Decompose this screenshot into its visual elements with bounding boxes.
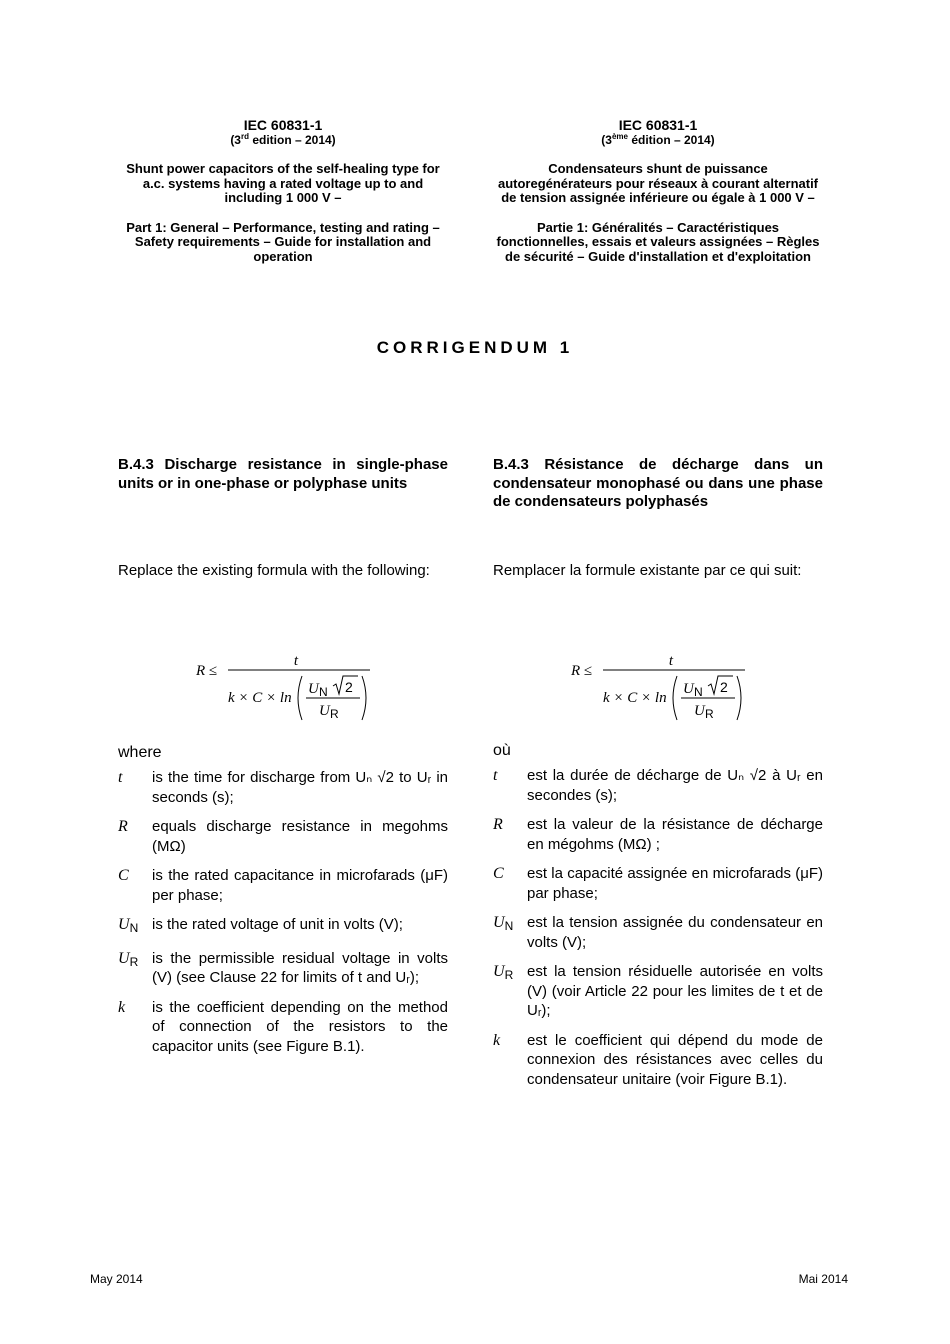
- left-where-label: where: [118, 744, 162, 761]
- right-definitions: [493, 766, 823, 1099]
- definition-item: $U_R$ is the permissible residual voltage in volts (V) (see Clause 22 for limits of t and Uᵣ);: [118, 949, 448, 986]
- left-instruction: Replace the existing formula with the following:: [118, 562, 430, 579]
- definition-item: $U_N$ is the rated voltage of unit in volts (V);: [118, 915, 448, 939]
- definition-symbol: k: [118, 998, 126, 1016]
- formula-right-paren: [362, 676, 366, 720]
- definition-symbol: t: [118, 769, 123, 786]
- formula-un-sub: N: [319, 685, 328, 699]
- formula-un-sub: N: [694, 685, 703, 699]
- definition-text: est la valeur de la résistance de décharge en mégohms (MΩ) ;: [527, 816, 823, 853]
- left-standard-number: IEC 60831-1: [243, 117, 323, 133]
- definition-text: is the coefficient depending on the method of connection of the resistors to the capacitor units (see Figure B.1).: [152, 998, 448, 1055]
- left-header: [118, 117, 448, 264]
- right-standard-title: Condensateurs shunt de puissance autoregénérateurs pour réseaux à courant alternatif de tension assignée inférieure ou égale à 1 000 V –: [497, 161, 819, 205]
- definition-text: is the time for discharge from Uₙ √2 to Uᵣ in seconds (s);: [152, 769, 448, 806]
- definition-symbol: U: [493, 914, 505, 931]
- definition-symbol: U: [118, 916, 130, 933]
- right-edition: (3ème édition – 2014): [601, 132, 715, 147]
- definition-symbol: U: [493, 963, 505, 980]
- formula-denominator-prefix: k × C × ln: [228, 690, 292, 706]
- formula-right-paren: [737, 676, 741, 720]
- definition-symbol: t: [493, 767, 498, 784]
- formula-numerator: t: [668, 653, 674, 669]
- definition-item: [118, 998, 448, 1057]
- definition-symbol: C: [493, 865, 504, 882]
- left-definitions: [118, 768, 448, 1066]
- formula-ur-sub: R: [330, 707, 339, 721]
- left-standard-title: Shunt power capacitors of the self-healing type for a.c. systems having a rated voltage up to and including 1 000 V –: [126, 161, 440, 205]
- formula-left-paren: [673, 676, 677, 720]
- formula-root-value: 2: [345, 679, 353, 695]
- formula-denominator-prefix: k × C × ln: [603, 690, 667, 706]
- definition-item: [118, 768, 448, 807]
- formula-un-var: U: [683, 681, 694, 697]
- left-edition: (3rd edition – 2014): [230, 132, 336, 147]
- formula-left-paren: [298, 676, 302, 720]
- definition-text: est la capacité assignée en microfarads (μF) par phase;: [527, 865, 823, 902]
- formula-un-var: U: [308, 681, 319, 697]
- left-clause-heading: B.4.3 Discharge resistance in single-phase units or in one-phase or polyphase units: [118, 456, 448, 492]
- definition-item: [493, 864, 823, 903]
- definition-item: $U_N$ est la tension assignée du condensateur en volts (V);: [493, 914, 823, 951]
- definition-text: is the rated capacitance in microfarads (μF) per phase;: [152, 867, 448, 904]
- definition-text: est la durée de décharge de Uₙ √2 à Uᵣ en secondes (s);: [527, 767, 823, 804]
- definition-item: [493, 1031, 823, 1090]
- right-part-title: Partie 1: Généralités – Caractéristiques fonctionnelles, essais et valeurs assignées – Règles de sécurité – Guide d'installation et d'exploitation: [496, 219, 820, 264]
- definition-text: is the permissible residual voltage in volts (V) (see Clause 22 for limits of t and Uᵣ);: [152, 949, 448, 986]
- definition-text: equals discharge resistance in megohms (MΩ): [152, 818, 448, 855]
- left-formula: [190, 648, 390, 728]
- formula-numerator: t: [293, 653, 299, 669]
- right-standard-number: IEC 60831-1: [618, 117, 698, 133]
- left-footer-date: May 2014: [90, 1272, 143, 1286]
- definition-symbol: R: [493, 816, 503, 833]
- right-formula: [565, 648, 765, 728]
- definition-item: [118, 866, 448, 905]
- formula-ur-sub: R: [705, 707, 714, 721]
- right-clause-heading: B.4.3 Résistance de décharge dans un condensateur monophasé ou dans une phase de condensateurs polyphasés: [493, 456, 823, 510]
- definition-item: [493, 815, 823, 854]
- definition-item: [493, 766, 823, 805]
- formula-ur-var: U: [319, 703, 330, 719]
- right-header: [493, 117, 823, 264]
- definition-symbol: R: [118, 818, 128, 835]
- corrigendum-title: CORRIGENDUM 1: [376, 338, 574, 357]
- right-footer-date: Mai 2014: [798, 1272, 848, 1286]
- formula-lhs: R ≤: [196, 663, 218, 679]
- definition-symbol: C: [118, 867, 129, 884]
- formula-ur-var: U: [694, 703, 705, 719]
- definition-symbol: k: [493, 1031, 501, 1049]
- formula-lhs: R ≤: [571, 663, 593, 679]
- left-part-title: Part 1: General – Performance, testing and rating – Safety requirements – Guide for installation and operation: [126, 219, 440, 264]
- definition-text: est la tension assignée du condensateur en volts (V);: [527, 914, 823, 951]
- definition-text: est le coefficient qui dépend du mode de connexion des résistances avec celles du condensateur unitaire (voir Figure B.1).: [527, 1031, 823, 1088]
- right-where-label: où: [493, 742, 511, 759]
- definition-text: est la tension résiduelle autorisée en volts (V) (voir Article 22 pour les limites de t et de Uᵣ);: [527, 963, 823, 1019]
- right-instruction: Remplacer la formule existante par ce qui suit:: [493, 562, 802, 579]
- definition-item: $U_R$ est la tension résiduelle autorisée en volts (V) (voir Article 22 pour les limites de t et de Uᵣ);: [493, 963, 823, 1019]
- definition-item: [118, 817, 448, 856]
- definition-symbol: U: [118, 949, 130, 967]
- formula-root-value: 2: [720, 679, 728, 695]
- definition-text: is the rated voltage of unit in volts (V);: [152, 916, 403, 933]
